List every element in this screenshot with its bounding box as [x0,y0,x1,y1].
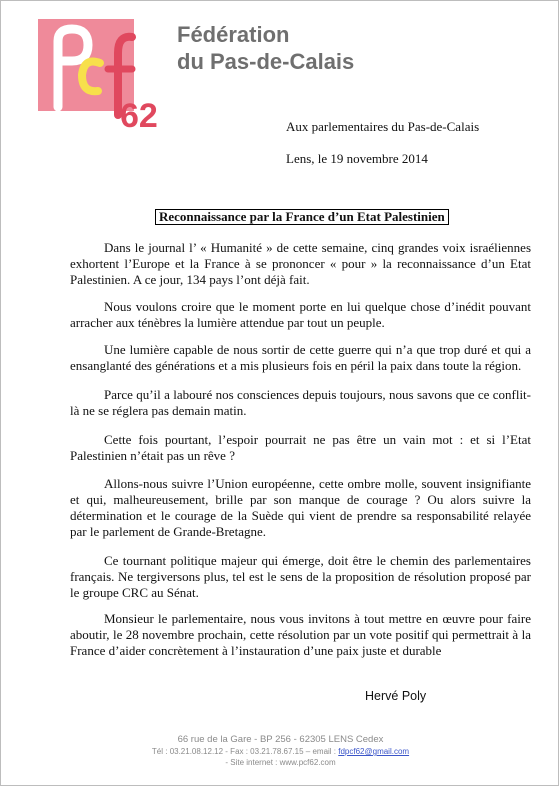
paragraph-5: Cette fois pourtant, l’espoir pourrait ne pas être un vain mot : et si l’Etat Palestinien n’était pas un rêve ? [70,432,531,463]
footer-address: 66 rue de la Gare - BP 256 - 62305 LENS Cedex [177,734,384,745]
footer-website[interactable]: - Site internet : www.pcf62.com [225,758,336,767]
footer-email-link[interactable]: fdpcf62@gmail.com [338,747,410,756]
svg-text:62: 62 [120,97,158,133]
footer-contact [1,747,559,756]
federation-name-line2: du Pas-de-Calais [177,49,355,74]
paragraph-1: Dans le journal l’ « Humanité » de cette semaine, cinq grandes voix israéliennes exhortent l’Europe et la France à se prononcer « pour » la reconnaissance d’un Etat Palestinien. A ce jour, 134 pays l’ont déjà fait. [70,240,531,287]
recipient-line: Aux parlementaires du Pas-de-Calais [286,119,480,134]
paragraph-8: Monsieur le parlementaire, nous vous invitons à tout mettre en œuvre pour faire aboutir, le 28 novembre prochain, cette résolution par un vote positif qui permettrait à la France d’aider concrètement à l’instauration d’une paix juste et durable [70,611,531,658]
paragraph-7: Ce tournant politique majeur qui émerge, doit être le chemin des parlementaires français. Ne tergiversons plus, tel est le sens de la proposition de résolution proposé par le groupe CRC au Sénat. [70,553,531,600]
letter-title: Reconnaissance par la France d’un Etat Palestinien [155,209,449,225]
pcf62-logo [38,19,168,133]
footer-phone-fax: Tél : 03.21.08.12.12 - Fax : 03.21.78.67.15 – email : [151,747,339,756]
signature: Hervé Poly [365,689,427,703]
federation-name-line1: Fédération [177,22,290,47]
date-line: Lens, le 19 novembre 2014 [286,151,428,166]
paragraph-2: Nous voulons croire que le moment porte en lui quelque chose d’inédit pouvant arracher aux ténèbres la lumière attendue par tout un peuple. [70,299,531,330]
federation-name [177,21,354,75]
pcf62-logo-graphic [38,19,168,133]
paragraph-6: Allons-nous suivre l’Union européenne, cette ombre molle, souvent insignifiante et qui, malheureusement, brille par son manque de courage ? Ou alors suivre la détermination et le courage de la Suède qui vient de prendre sa responsabilité relayée par le parlement de Grande-Bretagne. [70,476,531,539]
paragraph-4: Parce qu’il a labouré nos consciences depuis toujours, nous savons que ce conflit-là ne se réglera pas demain matin. [70,387,531,418]
paragraph-3: Une lumière capable de nous sortir de cette guerre qui n’a que trop duré et qui a ensanglanté des générations et a mis plusieurs fois en péril la paix dans toute la région. [70,342,531,373]
